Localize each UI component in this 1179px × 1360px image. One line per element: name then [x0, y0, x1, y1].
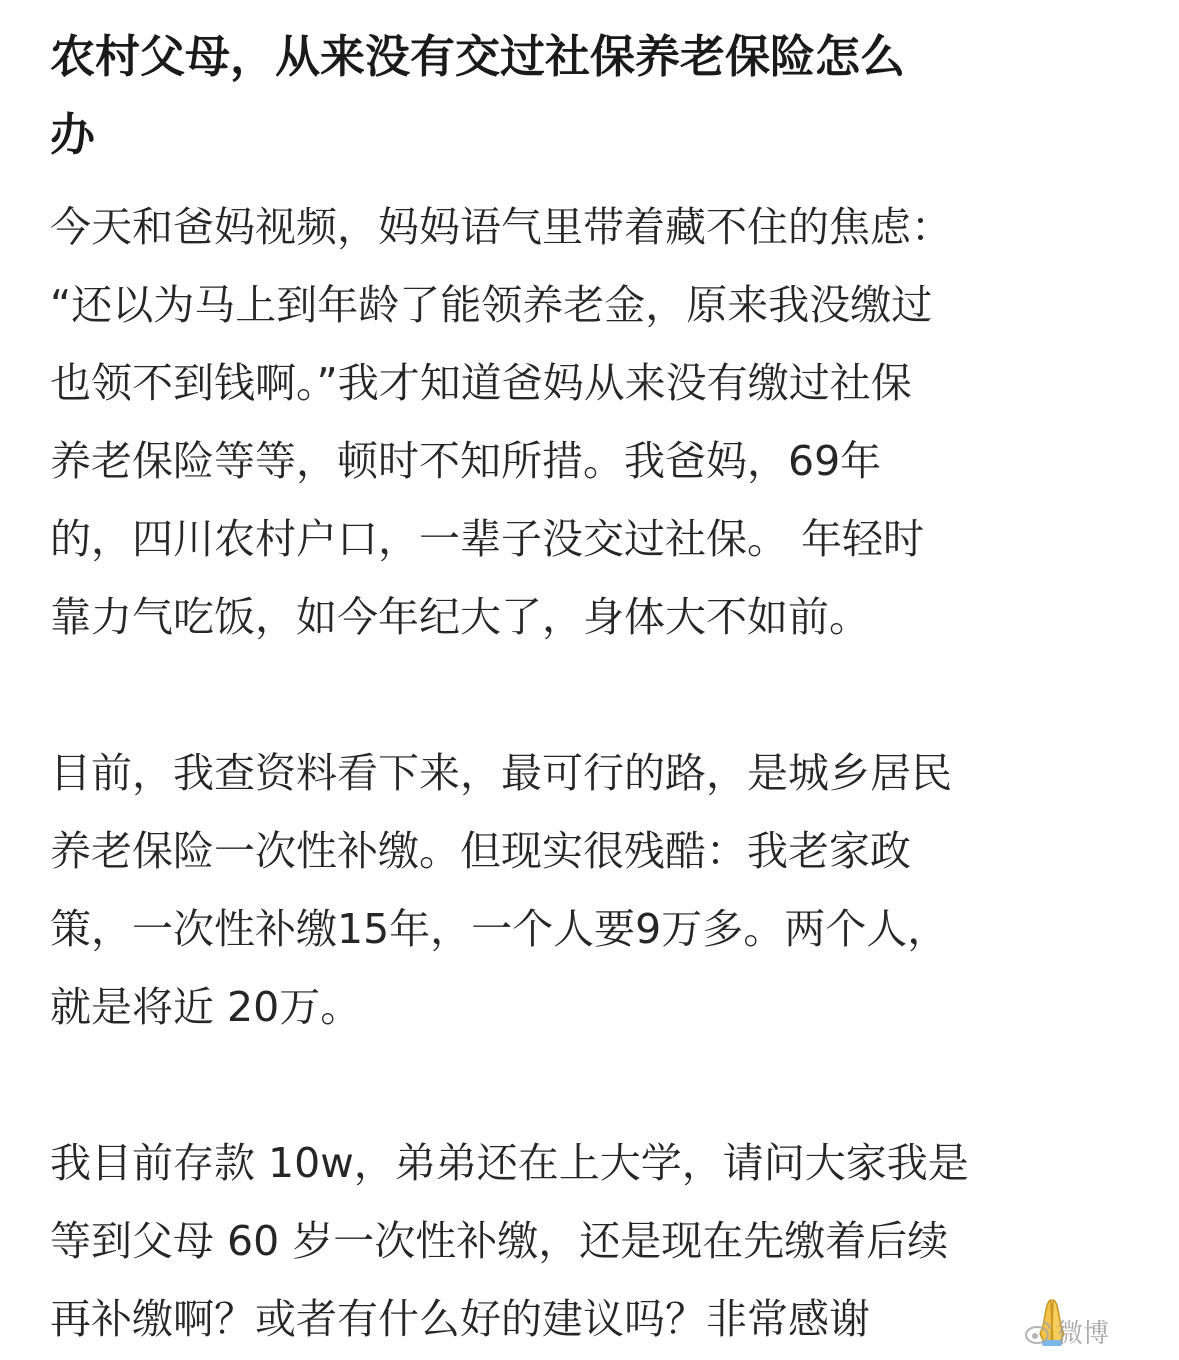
paragraph-line: 的，四川农村户口，一辈子没交过社保。 年轻时	[50, 515, 925, 563]
post-paragraph	[50, 188, 1135, 656]
watermark-text: 微博	[1056, 1319, 1109, 1349]
paragraph-line: “还以为马上到年龄了能领养老金，原来我没缴过	[50, 281, 933, 329]
post-paragraph	[50, 1124, 1135, 1358]
post-paragraph	[50, 734, 1135, 1046]
paragraph-line: 目前，我查资料看下来，最可行的路，是城乡居民	[50, 749, 952, 797]
paragraph-line: 也领不到钱啊。”我才知道爸妈从来没有缴过社保	[50, 359, 912, 407]
paragraph-line: 养老保险一次性补缴。但现实很残酷：我老家政	[50, 827, 911, 875]
paragraph-line: 养老保险等等，顿时不知所措。我爸妈，69年	[50, 437, 882, 485]
paragraph-line: 我目前存款 10w，弟弟还在上大学，请问大家我是	[50, 1139, 969, 1187]
post-title-line: 办	[50, 108, 96, 161]
paragraph-line: 等到父母 60 岁一次性补缴，还是现在先缴着后续	[50, 1217, 949, 1265]
paragraph-line: 靠力气吃饭，如今年纪大了，身体大不如前。	[50, 593, 870, 641]
post	[50, 0, 1135, 1358]
weibo-logo-icon	[1023, 1317, 1053, 1347]
paragraph-line: 再补缴啊？或者有什么好的建议吗？非常感谢	[50, 1295, 870, 1343]
post-title-line: 农村父母，从来没有交过社保养老保险怎么	[50, 30, 906, 83]
weibo-watermark	[1023, 1313, 1109, 1350]
paragraph-line: 策，一次性补缴15年，一个人要9万多。两个人，	[50, 905, 949, 953]
post-title	[50, 0, 1135, 174]
paragraph-line: 就是将近 20万。	[50, 983, 362, 1031]
paragraph-line: 今天和爸妈视频，妈妈语气里带着藏不住的焦虑：	[50, 203, 952, 251]
